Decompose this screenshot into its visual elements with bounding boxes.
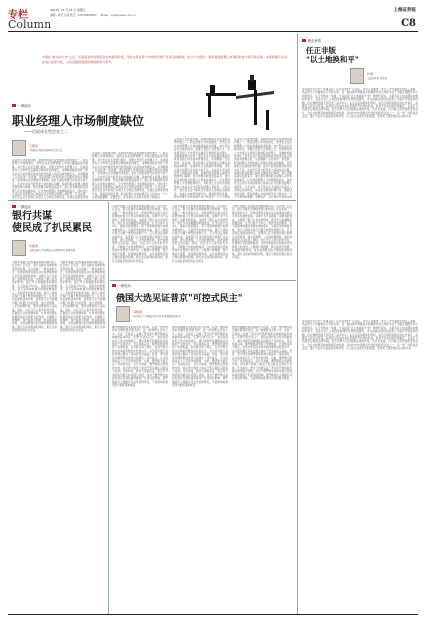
article2-body-col4: 当前中国银行业的服务收费问题引起了社会的广泛关注。银行在推出各种收费项目的时候，往往采取了一种共谋的方式，使得消费者在面对这些收费的时候几乎没有选择的余地。这种行为不仅损害了消费者的利益，也损害了银行业自身的形象。银行作为金融服务的提供者，应当以客户为中心，提供优质的服务，而不是简单地通过收费来增加收入。从经济学的角度来看，银行之间的共谋行为属于典型的垄断行为，应当受到反垄断法的约束。监管部门应当加强对银行收费行为的监管，建立起透明、公正的收费机制，保护消费者的合法权益。同时，也应当引入更多的竞争者，打破银行业的垄断格局，让市场机制在价格形成中发挥更大的作用。小额账户管理费、跨行取款手续费、短信服务费等等，这些收费项目的合理性都值得商榷。银行在追求利润的同时，更应当承担起相应的社会责任。 <box>172 205 228 263</box>
author-title: 上海证券报 评论员 <box>367 77 387 80</box>
article1-kicker: 一辩论坛 <box>12 103 31 108</box>
author-name: 叶檀 <box>367 72 374 76</box>
page-number: C8 <box>401 18 416 29</box>
article2-body-col2: 当前中国银行业的服务收费问题引起了社会的广泛关注。银行在推出各种收费项目的时候，往往采取了一种共谋的方式，使得消费者在面对这些收费的时候几乎没有选择的余地。这种行为不仅损害了消费者的利益，也损害了银行业自身的形象。银行作为金融服务的提供者，应当以客户为中心，提供优质的服务，而不是简单地通过收费来增加收入。从经济学的角度来看，银行之间的共谋行为属于典型的垄断行为，应当受到反垄断法的约束。监管部门应当加强对银行收费行为的监管，建立起透明、公正的收费机制，保护消费者的合法权益。同时，也应当引入更多的竞争者，打破银行业的垄断格局，让市场机制在价格形成中发挥更大的作用。小额账户管理费、跨行取款手续费、短信服务费等等，这些收费项目的合理性都值得商榷。银行在追求利润的同时，更应当承担起相应的社会责任。 <box>60 261 105 333</box>
article2-divider <box>108 202 109 614</box>
author-photo <box>12 240 26 256</box>
article3-body-col3: 俄罗斯刚刚结束的国家杜马选举，以统一俄罗斯党的压倒性胜利而告终。这一结果既在意料之中，也在一定程度上反映了普京时代俄罗斯政治体制的基本特征。所谓"可控式民主"，是指在保持民主形式的前提下，通过各种手段确保政治进程处于可控状态。普京执政以来，俄罗斯经济得到了快速恢复，社会秩序趋于稳定，民众对普京的支持率始终维持在较高水平。这为普京推行其政治理念提供了坚实的民意基础。然而，西方国家对俄罗斯的选举过程提出了诸多批评，认为选举存在不公平竞争的现象。对此，俄罗斯方面予以了坚决的回应。从长远来看，俄罗斯政治发展的方向，将在很大程度上取决于普京卸任后的权力安排。无论如何，此次大选都见证了普京所开创的政治模式的巩固与延续，这对于俄罗斯未来的发展以及国际格局都将产生深远的影响。俄罗斯的民主道路有其自身的特殊性，不能简单地套用西方的标准来衡量。 <box>232 326 292 381</box>
article1-subtitle: ——话说成长型企业之二 <box>24 129 68 134</box>
sidebar-byline <box>350 68 387 84</box>
article2-body-col1: 当前中国银行业的服务收费问题引起了社会的广泛关注。银行在推出各种收费项目的时候，往往采取了一种共谋的方式，使得消费者在面对这些收费的时候几乎没有选择的余地。这种行为不仅损害了消费者的利益，也损害了银行业自身的形象。银行作为金融服务的提供者，应当以客户为中心，提供优质的服务，而不是简单地通过收费来增加收入。从经济学的角度来看，银行之间的共谋行为属于典型的垄断行为，应当受到反垄断法的约束。监管部门应当加强对银行收费行为的监管，建立起透明、公正的收费机制，保护消费者的合法权益。同时，也应当引入更多的竞争者，打破银行业的垄断格局，让市场机制在价格形成中发挥更大的作用。小额账户管理费、跨行取款手续费、短信服务费等等，这些收费项目的合理性都值得商榷。银行在追求利润的同时，更应当承担起相应的社会责任。 <box>12 261 57 333</box>
article1-body-col2: 企业的人员配置问题，是制约我国企业发展的关键问题之一。职业经理人市场的缺位，使得企业在选择管理人才的时候面临诸多困难。成长型企业在发展过程中，需要大量的专业管理人才，但是现有的人才市场无法提供足够的职业经理人。这种制度缺位导致了很多企业只能依靠家族成员或者创始人的亲信来管理企业，从而限制了企业的进一步发展。职业经理人市场的建立需要完善的法律制度、信用体系以及激励约束机制，这些方面目前都还存在较大的不足。企业所有者与经营者之间的信任问题，是制约职业经理人制度发展的核心障碍。我们需要从制度层面着手，建立起有效的职业经理人评价和监督体系，让优秀的管理人才能够脱颖而出，同时也让企业所有者能够放心地将企业交给职业经理人来经营。只有这样，成长型企业才能真正实现从人治向法治的转变，完成企业制度的现代化。随着经济的发展，职业经理人市场的规范化已经成为一个十分紧迫的课题，需要政府、企业和社会各界共同努力来推动。 <box>92 152 168 199</box>
author-photo <box>350 68 364 84</box>
article2-byline <box>12 240 75 256</box>
article1-body-col3: 企业的人员配置问题，是制约我国企业发展的关键问题之一。职业经理人市场的缺位，使得企业在选择管理人才的时候面临诸多困难。成长型企业在发展过程中，需要大量的专业管理人才，但是现有的人才市场无法提供足够的职业经理人。这种制度缺位导致了很多企业只能依靠家族成员或者创始人的亲信来管理企业，从而限制了企业的进一步发展。职业经理人市场的建立需要完善的法律制度、信用体系以及激励约束机制，这些方面目前都还存在较大的不足。企业所有者与经营者之间的信任问题，是制约职业经理人制度发展的核心障碍。我们需要从制度层面着手，建立起有效的职业经理人评价和监督体系，让优秀的管理人才能够脱颖而出，同时也让企业所有者能够放心地将企业交给职业经理人来经营。只有这样，成长型企业才能真正实现从人治向法治的转变，完成企业制度的现代化。随着经济的发展，职业经理人市场的规范化已经成为一个十分紧迫 <box>174 138 230 198</box>
email-line: Email：lyl@ssnews.com.cn <box>100 14 136 17</box>
article3-byline <box>116 306 181 322</box>
article2-body-col3: 当前中国银行业的服务收费问题引起了社会的广泛关注。银行在推出各种收费项目的时候，往往采取了一种共谋的方式，使得消费者在面对这些收费的时候几乎没有选择的余地。这种行为不仅损害了消费者的利益，也损害了银行业自身的形象。银行作为金融服务的提供者，应当以客户为中心，提供优质的服务，而不是简单地通过收费来增加收入。从经济学的角度来看，银行之间的共谋行为属于典型的垄断行为，应当受到反垄断法的约束。监管部门应当加强对银行收费行为的监管，建立起透明、公正的收费机制，保护消费者的合法权益。同时，也应当引入更多的竞争者，打破银行业的垄断格局，让市场机制在价格形成中发挥更大的作用。小额账户管理费、跨行取款手续费、短信服务费等等，这些收费项目的合理性都值得商榷。银行在追求利润的同时，更应当承担起相应的社会责任。 <box>112 205 168 263</box>
article1-photo <box>186 75 296 135</box>
sidebar-body-part1: 华为最近发生的一件事引起了社会各界的广泛关注。华为公司要求一部分工作年限较长的员工辞职，然后再与公司重新签订劳动合同。这一做法被外界解读为规避新劳动合同法中关于无固定期限劳动合同的规定。任正非的这一举措，可以说是"以土地换和平"的一种现代版本。在新劳动合同法即将实施的背景下，企业与员工之间的利益博弈变得更加激烈。华为的做法虽然在法律上可能并无明显的问题，但在道德层面上却引发了诸多争议。企业在追求效率的同时，也应当承担起相应的社会责任，保障员工的合法权益。新劳动合同法的本意是保护劳动者的权益，促进劳动关系的和谐稳定。企业应当积极适应新的法律环境，而不是想方设法规避法律的约束。从长远来看，只有建立起和谐的劳动关系，企业才能够获得持续稳定的发展。华为作为中国最具代表性的民营企业之一，其一举一动都备受关注，更应当在这方面起到表率作用。员工是企业最宝贵的财富，善待员工就是善待企业的未来。 <box>302 88 418 119</box>
article3-title: 俄国大选见证普京"可控式民主" <box>116 294 243 304</box>
article1-body-col4: 企业的人员配置问题，是制约我国企业发展的关键问题之一。职业经理人市场的缺位，使得企业在选择管理人才的时候面临诸多困难。成长型企业在发展过程中，需要大量的专业管理人才，但是现有的人才市场无法提供足够的职业经理人。这种制度缺位导致了很多企业只能依靠家族成员或者创始人的亲信来管理企业，从而限制了企业的进一步发展。职业经理人市场的建立需要完善的法律制度、信用体系以及激励约束机制，这些方面目前都还存在较大的不足。企业所有者与经营者之间的信任问题，是制约职业经理人制度发展的核心障碍。我们需要从制度层面着手，建立起有效的职业经理人评价和监督体系，让优秀的管理人才能够脱颖而出，同时也让企业所有者能够放心地将企业交给职业经理人来经营。只有这样，成长型企业才能真正实现从人治向法治的转变，完成企业制度的现代化。随着经济的发展，职业经理人市场的规范化已经成为一个十分紧迫的课题，需要政府、企业和社会各界共同 <box>234 138 292 198</box>
article2-body-col5: 当前中国银行业的服务收费问题引起了社会的广泛关注。银行在推出各种收费项目的时候，往往采取了一种共谋的方式，使得消费者在面对这些收费的时候几乎没有选择的余地。这种行为不仅损害了消费者的利益，也损害了银行业自身的形象。银行作为金融服务的提供者，应当以客户为中心，提供优质的服务，而不是简单地通过收费来增加收入。从经济学的角度来看，银行之间的共谋行为属于典型的垄断行为，应当受到反垄断法的约束。监管部门应当加强对银行收费行为的监管，建立起透明、公正的收费机制，保护消费者的合法权益。同时，也应当引入更多的竞争者，打破银行业的垄断格局，让市场机制在价格形成中发挥更大的作用。小额账户管理费、跨行取款手续费、短信服务费等等，这些收费项目的合理性都值得商榷。银行在追求利润的同时，更应当承担起相应的社会责任。 <box>232 205 292 260</box>
editor-line: 编辑：肖若 主编 电话：010-58698825 <box>50 14 97 17</box>
author-name: 冯绍雷 <box>133 310 143 314</box>
sidebar-title: 任正非版 "以土地换和平" <box>306 46 359 64</box>
article1-title: 职业经理人市场制度缺位 <box>12 114 145 128</box>
editor-info <box>50 13 136 17</box>
paper-name: 上海证券报 <box>393 8 416 13</box>
author-photo <box>116 306 130 322</box>
article3-kicker: 一辩论坛 <box>112 283 131 288</box>
footer-rule <box>8 614 418 615</box>
article1-body-col1: 企业的人员配置问题，是制约我国企业发展的关键问题之一。职业经理人市场的缺位，使得企业在选择管理人才的时候面临诸多困难。成长型企业在发展过程中，需要大量的专业管理人才，但是现有的人才市场无法提供足够的职业经理人。这种制度缺位导致了很多企业只能依靠家族成员或者创始人的亲信来管理企业，从而限制了企业的进一步发展。职业经理人市场的建立需要完善的法律制度、信用体系以及激励约束机制，这些方面目前都还存在较大的不足。企业所有者与经营者之间的信任问题，是制约职业经理人制度发展的核心障碍。我们需要从制度层面着手，建立起有效的职业经理人评价和监督体系，让优秀的管理人才能够脱颖而出，同时也让企业所有者能够放心地将企业交给职业经理人来经营。只有这样，成长型企业才能真正实现从人治向法治的转变，完成企业制度的现 <box>12 159 88 199</box>
author-photo <box>12 140 26 156</box>
article2-title: 银行共谋 使民成了扒民累民 <box>12 211 92 234</box>
masthead-rule <box>8 31 418 32</box>
article3-body-col2: 俄罗斯刚刚结束的国家杜马选举，以统一俄罗斯党的压倒性胜利而告终。这一结果既在意料之中，也在一定程度上反映了普京时代俄罗斯政治体制的基本特征。所谓"可控式民主"，是指在保持民主形式的前提下，通过各种手段确保政治进程处于可控状态。普京执政以来，俄罗斯经济得到了快速恢复，社会秩序趋于稳定，民众对普京的支持率始终维持在较高水平。这为普京推行其政治理念提供了坚实的民意基础。然而，西方国家对俄罗斯的选举过程提出了诸多批评，认为选举存在不公平竞争的现象。对此，俄罗斯方面予以了坚决的回应。从长远来看，俄罗斯政治发展的方向，将在很大程度上取决于普京卸任后的权力安排。无论如何，此次大选都见证了普京所开创的政治模式的巩固与延续，这对于俄罗斯未来的发展以及国际格局都将产生深远的影响。俄罗斯的民主道路有其自身的特殊性，不能简单地套用西方的标准来衡量。 <box>172 326 228 387</box>
sidebar-kicker: 观点争鸣 <box>302 38 321 43</box>
sidebar-body-part2: 华为最近发生的一件事引起了社会各界的广泛关注。华为公司要求一部分工作年限较长的员工辞职，然后再与公司重新签订劳动合同。这一做法被外界解读为规避新劳动合同法中关于无固定期限劳动合同的规定。任正非的这一举措，可以说是"以土地换和平"的一种现代版本。在新劳动合同法即将实施的背景下，企业与员工之间的利益博弈变得更加激烈。华为的做法虽然在法律上可能并无明显的问题，但在道德层面上却引发了诸多争议。企业在追求效率的同时，也应当承担起相应的社会责任，保障员工的合法权益。新劳动合同法的本意是保护劳动者的权益，促进劳动关系的和谐稳定。企业应当积极适应新的法律环境，而不是想方设法规避法律的约束。从长远来看，只有建立起和谐的劳动关系，企业才能够获得持续稳定的发展。华为作为中国最具代表性的民营企业之一，其一举一动都备受关注，更应当在这方面起到表率作用。员工是企业最宝贵的财富，善待员工就是善待企业的未来。 <box>302 320 418 351</box>
article3-body-col1: 俄罗斯刚刚结束的国家杜马选举，以统一俄罗斯党的压倒性胜利而告终。这一结果既在意料之中，也在一定程度上反映了普京时代俄罗斯政治体制的基本特征。所谓"可控式民主"，是指在保持民主形式的前提下，通过各种手段确保政治进程处于可控状态。普京执政以来，俄罗斯经济得到了快速恢复，社会秩序趋于稳定，民众对普京的支持率始终维持在较高水平。这为普京推行其政治理念提供了坚实的民意基础。然而，西方国家对俄罗斯的选举过程提出了诸多批评，认为选举存在不公平竞争的现象。对此，俄罗斯方面予以了坚决的回应。从长远来看，俄罗斯政治发展的方向，将在很大程度上取决于普京卸任后的权力安排。无论如何，此次大选都见证了普京所开创的政治模式的巩固与延续，这对于俄罗斯未来的发展以及国际格局都将产生深远的影响。俄罗斯的民主道路有其自身的特殊性，不能简单地套用西方的标准来衡量。 <box>112 326 168 387</box>
author-title: 上海交通大学安泰经济与管理学院 副研究员 <box>29 249 76 252</box>
section-title: 专栏 <box>8 10 28 21</box>
section-english: Column <box>8 18 52 31</box>
article2-kicker: 一辩论坛 <box>12 204 31 209</box>
issue-date: 2007年 12 月 14 日 星期五 <box>50 8 86 12</box>
author-name: 王德培 <box>29 144 39 148</box>
intro-divider <box>297 34 298 614</box>
article1-byline <box>12 140 62 156</box>
intro-text: 中国在"新兴的大市"之后，私募基金的发展将会迎来新的阶段，同时也将对整个市场的发展产生深远的影响。在这个过程中，新的基金经理人市场的形成与规范是关键。本版特邀专家对此进行深度分析，为读者提供独到的观察视角与思考。 <box>42 55 287 64</box>
author-title: 华东师范大学国际关系与地区发展研究院院长 <box>133 315 181 318</box>
author-name: 许维鸿 <box>29 244 39 248</box>
author-title: 中国经济体制改革研究会副会长 <box>29 149 63 152</box>
